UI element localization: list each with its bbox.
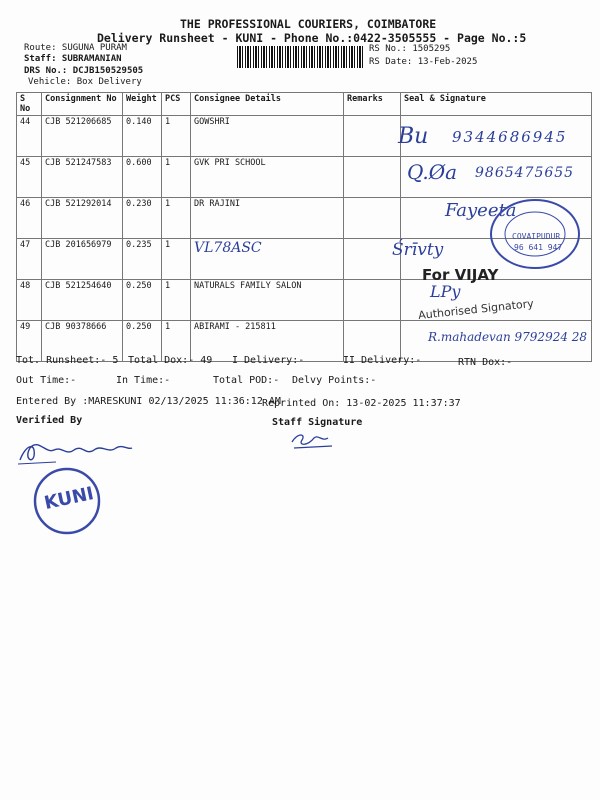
col-seal: Seal & Signature bbox=[401, 93, 592, 116]
col-weight: Weight bbox=[123, 93, 162, 116]
cell-sno: 45 bbox=[17, 157, 42, 198]
rs-no: RS No.: 1505295 bbox=[369, 44, 451, 54]
cell-weight: 0.235 bbox=[123, 239, 162, 280]
cell-consignment: CJB 521247583 bbox=[42, 157, 123, 198]
signature-44-phone: 9344686945 bbox=[452, 128, 568, 146]
authorised-signatory: Authorised Signatory bbox=[417, 296, 535, 323]
company-name: THE PROFESSIONAL COURIERS, COIMBATORE bbox=[180, 17, 437, 31]
entered-by: Entered By :MARESKUNI 02/13/2025 11:36:12 AM bbox=[16, 396, 281, 407]
cell-remarks bbox=[344, 157, 401, 198]
signature-45-icon: Q.Øa bbox=[407, 160, 458, 184]
cell-weight: 0.600 bbox=[123, 157, 162, 198]
cell-pcs: 1 bbox=[162, 198, 191, 239]
signature-46-name: Fayeeta bbox=[445, 200, 517, 221]
col-remarks: Remarks bbox=[344, 93, 401, 116]
stamp-phone: 96 641 947 bbox=[514, 243, 563, 252]
vehicle: Vehicle: Box Delivery bbox=[28, 77, 142, 87]
cell-weight: 0.230 bbox=[123, 198, 162, 239]
total-dox: Total Dox:- 49 bbox=[128, 355, 213, 366]
cell-consignee: DR RAJINI bbox=[191, 198, 344, 239]
cell-consignment: CJB 521292014 bbox=[42, 198, 123, 239]
cell-pcs: 1 bbox=[162, 280, 191, 321]
rtn-dox: RTN Dox:- bbox=[458, 357, 513, 368]
cell-consignment: CJB 201656979 bbox=[42, 239, 123, 280]
in-time: In Time:- bbox=[116, 375, 171, 386]
verifier-signature-icon bbox=[16, 434, 136, 470]
ii-delivery: II Delivery:- bbox=[343, 355, 422, 366]
tot-runsheet: Tot. Runsheet:- 5 bbox=[16, 355, 119, 366]
staff: Staff: SUBRAMANIAN bbox=[24, 54, 122, 64]
cell-remarks bbox=[344, 198, 401, 239]
verified-by: Verified By bbox=[16, 415, 83, 426]
runsheet-title: Delivery Runsheet - KUNI - Phone No.:0422-3505555 - Page No.:5 bbox=[97, 31, 527, 45]
delvy-points: Delvy Points:- bbox=[292, 375, 377, 386]
cell-consignee: GVK PRI SCHOOL bbox=[191, 157, 344, 198]
signature-48-icon: LPy bbox=[430, 282, 461, 301]
cell-sno: 44 bbox=[17, 116, 42, 157]
cell-pcs: 1 bbox=[162, 239, 191, 280]
signature-45-phone: 9865475655 bbox=[475, 165, 575, 181]
cell-consignment: CJB 521206685 bbox=[42, 116, 123, 157]
signature-49: R.mahadevan 9792924 28 bbox=[428, 330, 588, 344]
cell-weight: 0.250 bbox=[123, 280, 162, 321]
cell-remarks bbox=[344, 116, 401, 157]
cell-consignee: NATURALS FAMILY SALON bbox=[191, 280, 344, 321]
staff-signature: Staff Signature bbox=[272, 417, 363, 428]
col-consignment: Consignment No bbox=[42, 93, 123, 116]
stamp-for-vijay: For VIJAY bbox=[422, 266, 499, 284]
cell-consignee: GOWSHRI bbox=[191, 116, 344, 157]
cell-sno: 46 bbox=[17, 198, 42, 239]
col-pcs: PCS bbox=[162, 93, 191, 116]
cell-sno: 47 bbox=[17, 239, 42, 280]
cell-remarks bbox=[344, 280, 401, 321]
kuni-seal-text: KUNI bbox=[42, 483, 96, 514]
table-header-row bbox=[17, 93, 592, 116]
staff-signature-icon bbox=[288, 428, 338, 452]
cell-sno: 49 bbox=[17, 321, 42, 362]
cell-weight: 0.250 bbox=[123, 321, 162, 362]
stamp-text: COVAIPUDUR bbox=[512, 232, 561, 241]
signature-47-icon: Śrīvty bbox=[392, 240, 444, 260]
total-pod: Total POD:- bbox=[213, 375, 280, 386]
cell-pcs: 1 bbox=[162, 321, 191, 362]
reprinted-on: Reprinted On: 13-02-2025 11:37:37 bbox=[262, 398, 461, 409]
route: Route: SUGUNA PURAM bbox=[24, 43, 127, 53]
cell-consignment: CJB 521254640 bbox=[42, 280, 123, 321]
out-time: Out Time:- bbox=[16, 375, 77, 386]
rs-date: RS Date: 13-Feb-2025 bbox=[369, 57, 478, 67]
cell-consignee: ABIRAMI - 215811 bbox=[191, 321, 344, 362]
cell-consignment: CJB 90378666 bbox=[42, 321, 123, 362]
cell-consignee: VL78ASC bbox=[191, 239, 344, 280]
cell-pcs: 1 bbox=[162, 157, 191, 198]
cell-weight: 0.140 bbox=[123, 116, 162, 157]
cell-sno: 48 bbox=[17, 280, 42, 321]
drs-no: DRS No.: DCJB150529505 bbox=[24, 66, 144, 76]
cell-pcs: 1 bbox=[162, 116, 191, 157]
signature-44-icon: Bu bbox=[398, 124, 429, 149]
i-delivery: I Delivery:- bbox=[232, 355, 305, 366]
barcode-icon bbox=[237, 46, 363, 68]
col-sno: S No bbox=[17, 93, 42, 116]
col-consignee: Consignee Details bbox=[191, 93, 344, 116]
